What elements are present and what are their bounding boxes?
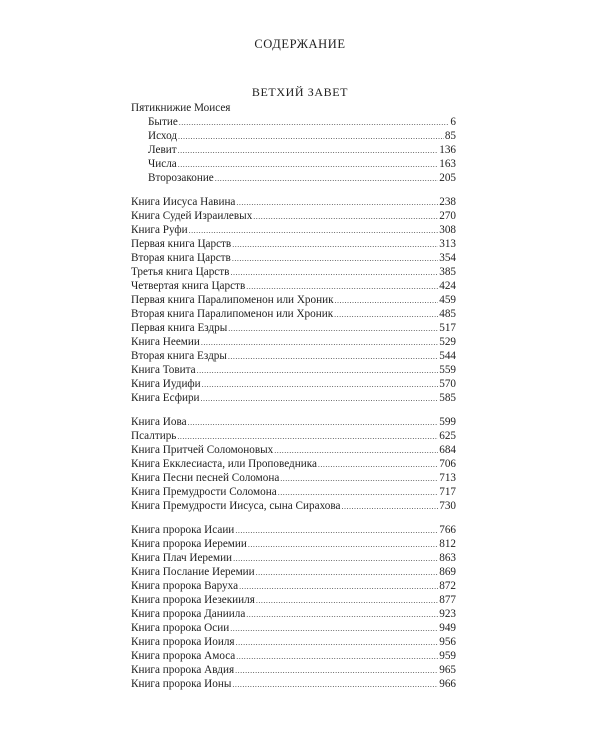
- toc-entry[interactable]: [131, 115, 456, 129]
- toc-entry-page: 949: [439, 622, 456, 634]
- toc-entry[interactable]: [131, 307, 456, 321]
- toc-entry[interactable]: [131, 499, 456, 513]
- table-of-contents: [131, 101, 456, 691]
- dot-leader: [239, 580, 438, 594]
- toc-entry[interactable]: [131, 635, 456, 649]
- toc-entry-title: Книга Премудрости Соломона: [131, 486, 277, 498]
- toc-entry-title: Книга пророка Ионы: [131, 678, 232, 690]
- toc-entry[interactable]: [131, 335, 456, 349]
- dot-leader: [189, 224, 439, 238]
- dot-leader: [256, 566, 439, 580]
- dot-leader: [201, 392, 439, 406]
- toc-entry-title: Вторая книга Ездры: [131, 350, 227, 362]
- dot-leader: [236, 196, 438, 210]
- toc-entry[interactable]: [131, 429, 456, 443]
- toc-entry-title: Книга пророка Даниила: [131, 608, 246, 620]
- toc-entry-page: 713: [439, 472, 456, 484]
- dot-leader: [274, 444, 438, 458]
- toc-entry-title: Книга Премудрости Иисуса, сына Сирахова: [131, 500, 341, 512]
- toc-entry-page: 136: [439, 144, 456, 156]
- dot-leader: [341, 500, 438, 514]
- toc-entry-page: 424: [439, 280, 456, 292]
- toc-entry[interactable]: [131, 621, 456, 635]
- toc-entry-title: Книга Неемии: [131, 336, 200, 348]
- toc-entry-page: 599: [439, 416, 456, 428]
- toc-entry-title: Книга Екклесиаста, или Проповедника: [131, 458, 317, 470]
- dot-leader: [236, 650, 438, 664]
- toc-entry[interactable]: [131, 551, 456, 565]
- toc-entry-title: Левит: [148, 144, 177, 156]
- dot-leader: [228, 350, 438, 364]
- toc-entry-title: Книга Руфи: [131, 224, 188, 236]
- toc-entry-title: Исход: [148, 130, 178, 142]
- toc-entry[interactable]: [131, 223, 456, 237]
- toc-entry-title: Книга пророка Иезекииля: [131, 594, 255, 606]
- toc-entry-title: Псалтирь: [131, 430, 177, 442]
- toc-entry[interactable]: [131, 363, 456, 377]
- dot-leader: [246, 608, 438, 622]
- toc-entry-title: Бытие: [148, 116, 178, 128]
- dot-leader: [197, 364, 439, 378]
- toc-entry[interactable]: [131, 377, 456, 391]
- dot-leader: [232, 252, 438, 266]
- toc-entry[interactable]: [131, 265, 456, 279]
- toc-group-label: Пятикнижие Моисея: [131, 102, 231, 114]
- toc-entry-title: Числа: [148, 158, 177, 170]
- dot-leader: [202, 378, 439, 392]
- dot-leader: [178, 144, 439, 158]
- toc-entry-page: 730: [439, 500, 456, 512]
- dot-leader: [236, 636, 439, 650]
- toc-entry-title: Четвертая книга Царств: [131, 280, 246, 292]
- dot-leader: [256, 594, 438, 608]
- toc-entry[interactable]: [131, 293, 456, 307]
- toc-entry-title: Книга Послание Иеремии: [131, 566, 255, 578]
- toc-entry[interactable]: [131, 195, 456, 209]
- toc-entry[interactable]: [131, 593, 456, 607]
- toc-entry[interactable]: [131, 143, 456, 157]
- dot-leader: [233, 552, 438, 566]
- toc-entry-title: Книга Песни песней Соломона: [131, 472, 280, 484]
- toc-entry-title: Книга пророка Амоса: [131, 650, 236, 662]
- toc-entry[interactable]: [131, 279, 456, 293]
- dot-leader: [235, 524, 438, 538]
- toc-entry-title: Книга Притчей Соломоновых: [131, 444, 274, 456]
- toc-entry[interactable]: [131, 663, 456, 677]
- toc-entry-title: Книга Иудифи: [131, 378, 201, 390]
- toc-entry[interactable]: [131, 251, 456, 265]
- toc-entry-page: 354: [439, 252, 456, 264]
- toc-entry[interactable]: [131, 129, 456, 143]
- toc-group: [131, 415, 456, 513]
- toc-entry-page: 544: [439, 350, 456, 362]
- toc-entry-page: 570: [439, 378, 456, 390]
- toc-entry-title: Книга пророка Исаии: [131, 524, 235, 536]
- toc-entry-title: Вторая книга Паралипоменон или Хроник: [131, 308, 334, 320]
- toc-entry-page: 270: [439, 210, 456, 222]
- dot-leader: [178, 130, 444, 144]
- toc-entry-page: 308: [439, 224, 456, 236]
- section-title: ВЕТХИЙ ЗАВЕТ: [251, 85, 349, 99]
- toc-entry-title: Книга Товита: [131, 364, 196, 376]
- toc-entry-page: 6: [450, 116, 456, 128]
- toc-entry-title: Книга пророка Иоиля: [131, 636, 235, 648]
- toc-entry-title: Первая книга Царств: [131, 238, 232, 250]
- toc-entry-page: 163: [439, 158, 456, 170]
- toc-entry-page: 559: [439, 364, 456, 376]
- toc-entry-title: Первая книга Паралипоменон или Хроник: [131, 294, 334, 306]
- toc-entry-page: 684: [439, 444, 456, 456]
- toc-entry[interactable]: [131, 415, 456, 429]
- dot-leader: [318, 458, 438, 472]
- toc-entry[interactable]: [131, 677, 456, 691]
- toc-entry[interactable]: [131, 391, 456, 405]
- dot-leader: [228, 322, 438, 336]
- dot-leader: [280, 472, 438, 486]
- toc-entry-page: 529: [439, 336, 456, 348]
- toc-entry[interactable]: [131, 649, 456, 663]
- toc-entry-page: 205: [439, 172, 456, 184]
- dot-leader: [179, 116, 450, 130]
- toc-entry-page: 877: [439, 594, 456, 606]
- toc-entry-title: Книга пророка Варуха: [131, 580, 239, 592]
- toc-entry-title: Книга Есфири: [131, 392, 200, 404]
- toc-entry-title: Второзаконие: [148, 172, 214, 184]
- toc-entry-page: 459: [439, 294, 456, 306]
- toc-entry-title: Книга Судей Израилевых: [131, 210, 253, 222]
- toc-entry-page: 706: [439, 458, 456, 470]
- toc-entry[interactable]: [131, 349, 456, 363]
- toc-entry[interactable]: [131, 457, 456, 471]
- toc-entry[interactable]: [131, 523, 456, 537]
- toc-entry-page: 965: [439, 664, 456, 676]
- toc-entry-title: Третья книга Царств: [131, 266, 230, 278]
- toc-entry[interactable]: [131, 485, 456, 499]
- toc-entry[interactable]: [131, 607, 456, 621]
- toc-group: [131, 523, 456, 691]
- toc-entry-page: 872: [439, 580, 456, 592]
- dot-leader: [178, 158, 438, 172]
- toc-entry-page: 385: [439, 266, 456, 278]
- toc-entry[interactable]: [131, 157, 456, 171]
- toc-entry-page: 717: [439, 486, 456, 498]
- toc-entry-title: Книга пророка Осии: [131, 622, 230, 634]
- dot-leader: [177, 430, 438, 444]
- toc-entry-page: 959: [439, 650, 456, 662]
- toc-entry[interactable]: [131, 321, 456, 335]
- toc-entry-page: 85: [444, 130, 456, 142]
- dot-leader: [253, 210, 438, 224]
- dot-leader: [230, 266, 438, 280]
- toc-entry-page: 812: [439, 538, 456, 550]
- toc-entry-page: 966: [439, 678, 456, 690]
- toc-entry-title: Вторая книга Царств: [131, 252, 231, 264]
- dot-leader: [278, 486, 439, 500]
- toc-group: [131, 195, 456, 405]
- dot-leader: [215, 172, 438, 186]
- dot-leader: [246, 280, 438, 294]
- toc-entry-page: 625: [439, 430, 456, 442]
- toc-entry-page: 863: [439, 552, 456, 564]
- toc-entry-title: Книга пророка Иеремии: [131, 538, 247, 550]
- toc-entry-page: 485: [439, 308, 456, 320]
- dot-leader: [201, 336, 438, 350]
- dot-leader: [232, 238, 438, 252]
- toc-entry-title: Книга Иисуса Навина: [131, 196, 236, 208]
- dot-leader: [230, 622, 438, 636]
- toc-entry-title: Книга Иова: [131, 416, 187, 428]
- dot-leader: [232, 678, 438, 692]
- dot-leader: [334, 308, 438, 322]
- toc-entry-page: 238: [439, 196, 456, 208]
- page-title: СОДЕРЖАНИЕ: [254, 37, 346, 51]
- toc-entry[interactable]: [131, 443, 456, 457]
- dot-leader: [188, 416, 439, 430]
- toc-entry[interactable]: [131, 565, 456, 579]
- toc-entry-page: 585: [439, 392, 456, 404]
- toc-entry-page: 923: [439, 608, 456, 620]
- toc-entry[interactable]: [131, 579, 456, 593]
- toc-entry-page: 869: [439, 566, 456, 578]
- toc-entry-page: 766: [439, 524, 456, 536]
- dot-leader: [248, 538, 438, 552]
- toc-entry-page: 517: [439, 322, 456, 334]
- toc-entry[interactable]: [131, 171, 456, 185]
- toc-entry-title: Книга пророка Авдия: [131, 664, 235, 676]
- toc-entry[interactable]: [131, 209, 456, 223]
- toc-entry-title: Книга Плач Иеремии: [131, 552, 233, 564]
- toc-entry[interactable]: [131, 537, 456, 551]
- toc-group: [131, 101, 456, 185]
- dot-leader: [335, 294, 439, 308]
- toc-entry[interactable]: [131, 237, 456, 251]
- toc-entry-page: 956: [439, 636, 456, 648]
- toc-entry[interactable]: [131, 471, 456, 485]
- toc-entry-page: 313: [439, 238, 456, 250]
- toc-entry-title: Первая книга Ездры: [131, 322, 228, 334]
- dot-leader: [235, 664, 438, 678]
